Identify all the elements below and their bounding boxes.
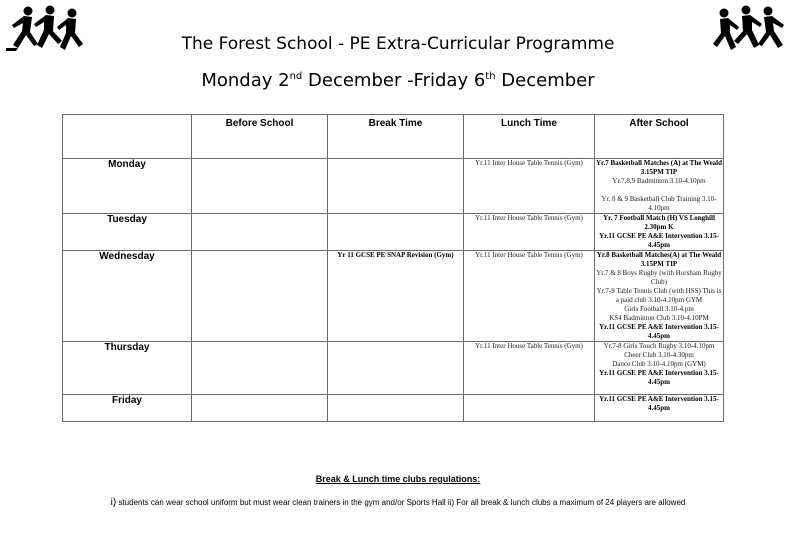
activity-entry: Dance Club 3.10-4.10pm (GYM) xyxy=(612,360,706,368)
day-label: Thursday xyxy=(63,342,192,395)
activity-entry: Yr.11 Inter House Table Tennis (Gym) xyxy=(475,251,583,259)
table-header-row xyxy=(63,115,724,159)
lunch-time-cell xyxy=(464,342,595,395)
break-time-cell xyxy=(328,395,464,422)
break-time-cell xyxy=(328,159,464,214)
page-title: The Forest School - PE Extra-Curricular Programme xyxy=(181,34,615,54)
before-school-cell xyxy=(192,342,328,395)
lunch-time-cell xyxy=(464,159,595,214)
activity-entry: Yr.11 GCSE PE A&E Intervention 3.15-4.45pm xyxy=(599,395,719,412)
table-row xyxy=(63,159,724,214)
break-time-cell xyxy=(328,342,464,395)
activity-entry: Girls Football 3.10-4.pm xyxy=(624,305,694,313)
activity-entry: Yr.11 Inter House Table Tennis (Gym) xyxy=(475,214,583,222)
activity-entry: Yr.7 & 8 Boys Rugby (with Horsham Rugby Club) xyxy=(596,269,722,286)
lunch-time-cell xyxy=(464,395,595,422)
before-school-cell xyxy=(192,251,328,342)
day-label: Wednesday xyxy=(63,251,192,342)
date-range-subtitle: Monday 2nd December -Friday 6th December xyxy=(201,70,595,91)
activity-entry: Yr.11 GCSE PE A&E Intervention 3.15-4.45pm xyxy=(599,369,719,386)
day-label: Monday xyxy=(63,159,192,214)
activity-entry: Yr.11 GCSE PE A&E Intervention 3.15-4.45pm xyxy=(599,323,719,340)
before-school-cell xyxy=(192,214,328,251)
activity-entry: Yr. 7 Football Match (H) VS Longhill 2.30pm K xyxy=(603,214,715,231)
regulations-title: Break & Lunch time clubs regulations: xyxy=(315,474,481,484)
activity-entry: Yr.7-8 Girls Touch Rugby 3.10-4.10pm xyxy=(603,342,715,350)
day-label: Friday xyxy=(63,395,192,422)
activity-entry: Yr 11 GCSE PE SNAP Revision (Gym) xyxy=(337,251,454,259)
activity-entry: Yr.11 Inter House Table Tennis (Gym) xyxy=(475,159,583,167)
after-school-cell xyxy=(595,251,724,342)
activity-entry: Yr.7,8,9 Badminton 3.10-4.10pm xyxy=(612,177,706,185)
activity-entry: Yr.11 GCSE PE A&E Intervention 3.15-4.45pm xyxy=(599,232,719,249)
regulations-text: i) students can wear school uniform but must wear clean trainers in the gym and/or Sports Hall ii) For all break & lunch clubs a maximum of 24 players are allowed xyxy=(110,497,686,508)
activity-entry: Yr.7 Basketball Matches (A) at The Weald 3.15PM TIP xyxy=(595,159,723,176)
day-label: Tuesday xyxy=(63,214,192,251)
activity-entry: Yr.7-9 Table Tennis Club (with HSS) This is a paid club 3.10-4.10pm GYM xyxy=(596,287,722,304)
break-time-cell xyxy=(328,214,464,251)
after-school-cell xyxy=(595,159,724,214)
activity-entry: Cheer Club 3.10-4.30pm xyxy=(624,351,694,359)
activity-entry: Yr.11 Inter House Table Tennis (Gym) xyxy=(475,342,583,350)
column-header: Before School xyxy=(192,115,328,159)
activity-entry: Yr. 8 & 9 Basketball Club Training 3.10-4.10pm xyxy=(601,195,717,212)
lunch-time-cell xyxy=(464,214,595,251)
column-header: Lunch Time xyxy=(464,115,595,159)
break-time-cell xyxy=(328,251,464,342)
before-school-cell xyxy=(192,395,328,422)
activity-entry: Yr.8 Basketball Matches(A) at The Weald 3.15PM TIP xyxy=(596,251,722,268)
table-row xyxy=(63,342,724,395)
column-header: Break Time xyxy=(328,115,464,159)
before-school-cell xyxy=(192,159,328,214)
after-school-cell xyxy=(595,395,724,422)
activity-entry: KS4 Badminton Club 3.10-4.10PM xyxy=(609,314,709,322)
column-header: After School xyxy=(595,115,724,159)
pe-timetable xyxy=(62,114,724,422)
table-row xyxy=(63,395,724,422)
after-school-cell xyxy=(595,342,724,395)
lunch-time-cell xyxy=(464,251,595,342)
table-row xyxy=(63,214,724,251)
table-row xyxy=(63,251,724,342)
corner-cell xyxy=(63,115,192,159)
after-school-cell xyxy=(595,214,724,251)
